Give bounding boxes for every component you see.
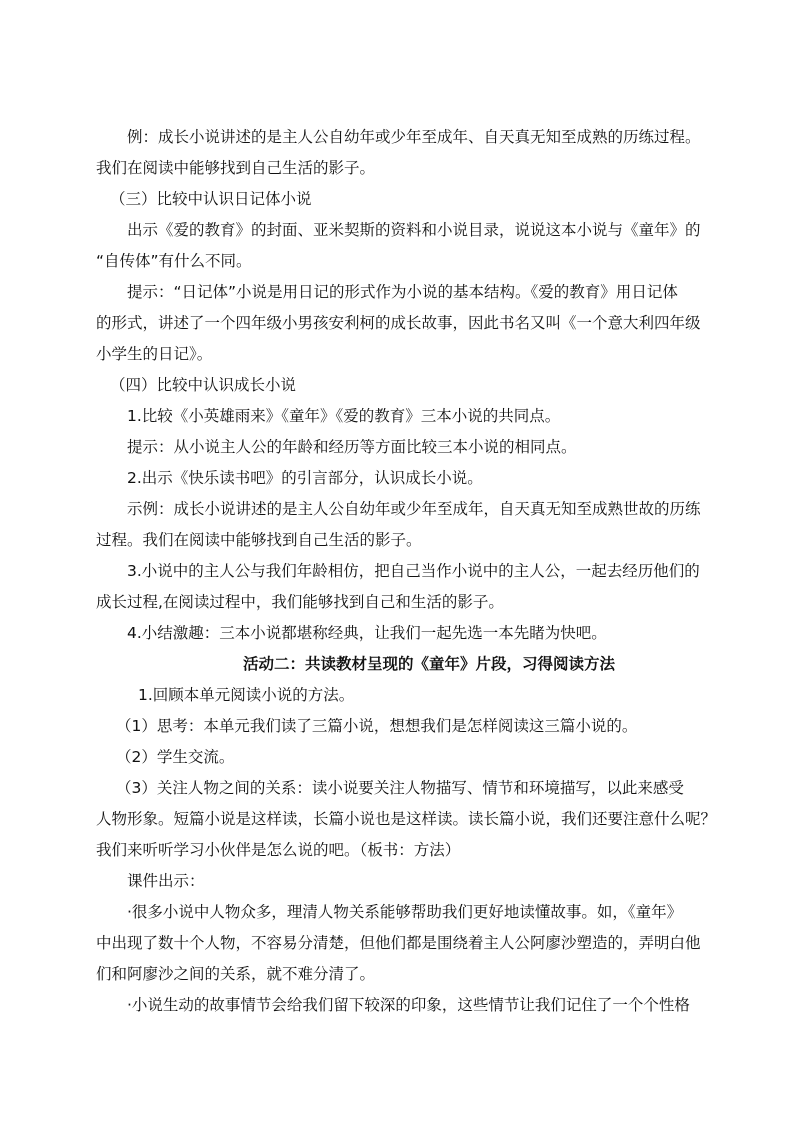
paragraph-line: （1）思考：本单元我们读了三篇小说，想想我们是怎样阅读这三篇小说的。: [116, 717, 638, 735]
activity-heading: 活动二：共读教材呈现的《童年》片段，习得阅读方法: [242, 655, 615, 673]
paragraph-line: 3.小说中的主人公与我们年龄相仿，把自己当作小说中的主人公，一起去经历他们的: [127, 562, 700, 580]
section-heading: （三）比较中认识日记体小说: [110, 190, 312, 208]
paragraph-line: （3）关注人物之间的关系：读小说要关注人物描写、情节和环境描写，以此来感受: [116, 779, 684, 797]
paragraph-line: （2）学生交流。: [116, 748, 235, 766]
document-body: [96, 122, 722, 1021]
paragraph-line: 我们来听听学习小伙伴是怎么说的吧。（板书：方法）: [96, 841, 461, 859]
paragraph-line: 1.回顾本单元阅读小说的方法。: [138, 686, 355, 704]
paragraph-line: 成长过程,在阅读过程中，我们能够找到自己和生活的影子。: [96, 593, 504, 611]
paragraph-line: 提示：“日记体”小说是用日记的形式作为小说的基本结构。《爱的教育》用日记体: [127, 283, 678, 301]
paragraph-line: 我们在阅读中能够找到自己生活的影子。: [96, 159, 376, 177]
paragraph-line: 4.小结激趣：三本小说都堪称经典，让我们一起先选一本先睹为快吧。: [127, 624, 607, 642]
paragraph-line: 提示：从小说主人公的年龄和经历等方面比较三本小说的相同点。: [127, 438, 577, 456]
paragraph-line: 课件出示：: [127, 872, 205, 890]
bullet-line: ·很多小说中人物众多，理清人物关系能够帮助我们更好地读懂故事。如，《童年》: [127, 903, 683, 921]
bullet-line: ·小说生动的故事情节会给我们留下较深的印象，这些情节让我们记住了一个个性格: [127, 996, 690, 1014]
paragraph-line: 中出现了数十个人物，不容易分清楚，但他们都是围绕着主人公阿廖沙塑造的，弄明白他: [96, 934, 701, 952]
paragraph-line: 们和阿廖沙之间的关系，就不难分清了。: [96, 965, 376, 983]
paragraph-line: 1.比较《小英雄雨来》《童年》《爱的教育》三本小说的共同点。: [127, 407, 561, 425]
paragraph-line: 的形式，讲述了一个四年级小男孩安利柯的成长故事，因此书名又叫《一个意大利四年级: [96, 314, 701, 332]
paragraph-line: 示例：成长小说讲述的是主人公自幼年或少年至成年，自天真无知至成熟世故的历练: [127, 500, 701, 518]
paragraph-line: 人物形象。短篇小说是这样读，长篇小说也是这样读。读长篇小说，我们还要注意什么呢？: [96, 810, 717, 828]
paragraph-line: 小学生的日记》。: [96, 345, 213, 363]
paragraph-line: 2.出示《快乐读书吧》的引言部分，认识成长小说。: [127, 469, 483, 487]
paragraph-line: 过程。我们在阅读中能够找到自己生活的影子。: [96, 531, 422, 549]
paragraph-line: 例：成长小说讲述的是主人公自幼年或少年至成年、自天真无知至成熟的历练过程。: [127, 128, 701, 146]
section-heading: （四）比较中认识成长小说: [110, 376, 297, 394]
paragraph-line: “自传体”有什么不同。: [96, 252, 252, 270]
paragraph-line: 出示《爱的教育》的封面、亚米契斯的资料和小说目录，说说这本小说与《童年》的: [127, 221, 701, 239]
